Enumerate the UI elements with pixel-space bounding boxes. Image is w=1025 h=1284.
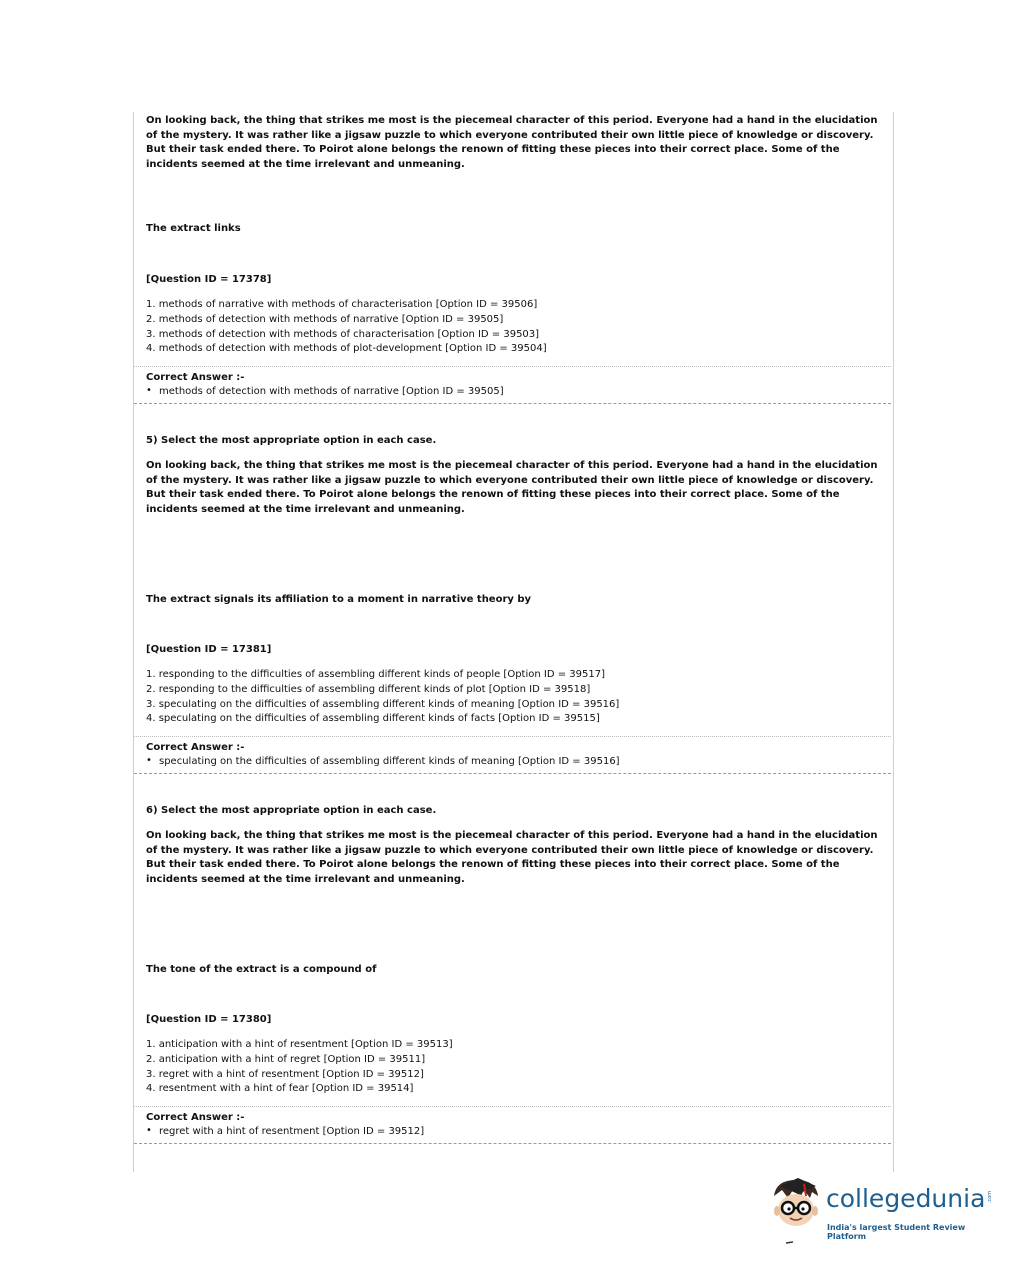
q6-stem: The tone of the extract is a compound of bbox=[146, 964, 377, 975]
q6-option-3: 3. regret with a hint of resentment [Option ID = 39512] bbox=[146, 1068, 424, 1080]
q4-option-4: 4. methods of detection with methods of plot-development [Option ID = 39504] bbox=[146, 343, 547, 355]
q4-stem: The extract links bbox=[146, 223, 241, 234]
q5-question-id: [Question ID = 17381] bbox=[146, 644, 272, 655]
logo-tagline: India's largest Student Review Platform bbox=[827, 1223, 966, 1241]
q6-answer-box bbox=[134, 1106, 891, 1144]
q5-option-3: 3. speculating on the difficulties of assembling different kinds of meaning [Option ID = 39516] bbox=[146, 698, 620, 710]
q4-option-2: 2. methods of detection with methods of narrative [Option ID = 39505] bbox=[146, 313, 504, 325]
q4-option-1: 1. methods of narrative with methods of characterisation [Option ID = 39506] bbox=[146, 299, 538, 310]
logo-suffix: .com bbox=[987, 1190, 994, 1204]
q5-passage: On looking back, the thing that strikes me most is the piecemeal character of this period. Everyone had a hand in the elucidation of the mystery. It was rather like a jigsaw puzzle to which everyone contributed their own little piece of knowledge or discovery. But their task ended there. To Poirot alone belongs the renown of fitting these pieces into their correct place. Some of the incidents seemed at the time irrelevant and unmeaning. bbox=[146, 460, 878, 516]
q4-correct-answer: • methods of detection with methods of narrative [Option ID = 39505] bbox=[146, 386, 891, 397]
q4-answer-box bbox=[134, 366, 891, 404]
q6-options bbox=[146, 1038, 881, 1097]
q6-passage: On looking back, the thing that strikes me most is the piecemeal character of this period. Everyone had a hand in the elucidation of the mystery. It was rather like a jigsaw puzzle to which everyone contributed their own little piece of knowledge or discovery. But their task ended there. To Poirot alone belongs the renown of fitting these pieces into their correct place. Some of the incidents seemed at the time irrelevant and unmeaning. bbox=[146, 830, 878, 886]
q5-heading: 5) Select the most appropriate option in each case. bbox=[146, 435, 437, 446]
q6-correct-answer: • regret with a hint of resentment [Option ID = 39512] bbox=[146, 1126, 891, 1137]
q6-answer-label: Correct Answer :- bbox=[146, 1112, 245, 1123]
q6-option-1: 1. anticipation with a hint of resentment [Option ID = 39513] bbox=[146, 1039, 453, 1050]
logo-wordmark: collegedunia bbox=[826, 1184, 986, 1213]
q5-answer-box bbox=[134, 736, 891, 774]
q5-answer-label: Correct Answer :- bbox=[146, 742, 245, 753]
q6-question-id: [Question ID = 17380] bbox=[146, 1014, 272, 1025]
q5-stem: The extract signals its affiliation to a moment in narrative theory by bbox=[146, 594, 532, 605]
q5-option-4: 4. speculating on the difficulties of assembling different kinds of facts [Option ID = 39515] bbox=[146, 713, 600, 725]
mascot-icon bbox=[766, 1176, 826, 1248]
q4-question-id: [Question ID = 17378] bbox=[146, 274, 272, 285]
q5-correct-answer: • speculating on the difficulties of assembling different kinds of meaning [Option ID = 39516] bbox=[146, 756, 891, 767]
q6-option-4: 4. resentment with a hint of fear [Option ID = 39514] bbox=[146, 1083, 414, 1095]
document-frame bbox=[133, 112, 894, 1172]
q4-options bbox=[146, 298, 881, 357]
q4-passage: On looking back, the thing that strikes me most is the piecemeal character of this period. Everyone had a hand in the elucidation of the mystery. It was rather like a jigsaw puzzle to which everyone contributed their own little piece of knowledge or discovery. But their task ended there. To Poirot alone belongs the renown of fitting these pieces into their correct place. Some of the incidents seemed at the time irrelevant and unmeaning. bbox=[146, 115, 878, 171]
q5-option-2: 2. responding to the difficulties of assembling different kinds of plot [Option ID = 39518] bbox=[146, 683, 591, 695]
q4-option-3: 3. methods of detection with methods of characterisation [Option ID = 39503] bbox=[146, 328, 540, 340]
q6-heading: 6) Select the most appropriate option in each case. bbox=[146, 805, 437, 816]
q4-answer-label: Correct Answer :- bbox=[146, 372, 245, 383]
q5-options bbox=[146, 668, 881, 727]
q6-option-2: 2. anticipation with a hint of regret [Option ID = 39511] bbox=[146, 1053, 426, 1065]
q5-option-1: 1. responding to the difficulties of assembling different kinds of people [Option ID = 39517] bbox=[146, 669, 605, 680]
collegedunia-logo bbox=[766, 1176, 996, 1248]
